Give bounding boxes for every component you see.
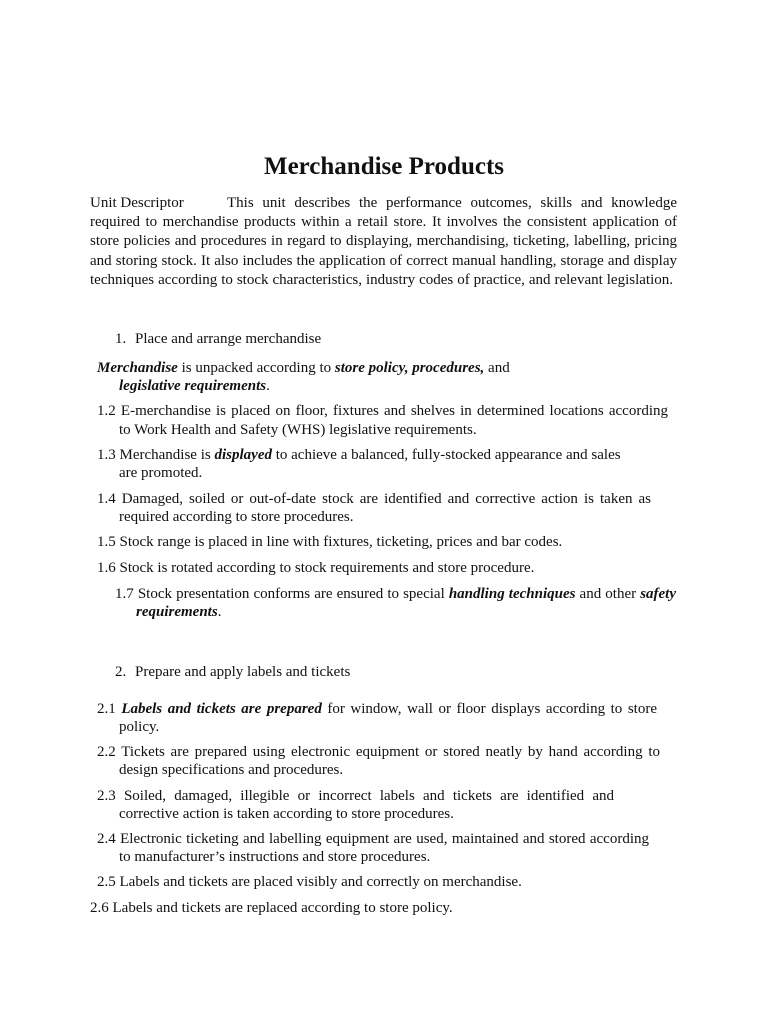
unit-descriptor-line: and storing stock. It also includes the application of correct manual handling, storage and display	[90, 253, 677, 269]
item-text: are promoted.	[119, 465, 203, 481]
item-text: Electronic ticketing and labelling equipment are used, maintained and stored according	[120, 831, 650, 847]
item-text: is unpacked according to	[177, 360, 335, 376]
item-number: 2.4	[97, 831, 116, 847]
item-number: 2.1	[97, 701, 116, 717]
item-line	[97, 359, 510, 377]
item-text: E-merchandise is placed on floor, fixtures and shelves in determined locations according	[120, 403, 668, 419]
emphasis-text: Labels and tickets are prepared	[121, 701, 322, 717]
item-text: and other	[575, 586, 641, 602]
item-text: to Work Health and Safety (WHS) legislative requirements.	[119, 422, 477, 438]
item-number: 2.3	[97, 788, 116, 804]
item-line	[97, 787, 614, 805]
item-text: corrective action is taken according to store procedures.	[119, 806, 454, 822]
item-number: 1.2	[97, 403, 116, 419]
emphasis-text: Merchandise	[97, 360, 178, 376]
item-line	[136, 603, 221, 621]
section-heading: Place and arrange merchandise	[135, 331, 322, 347]
item-line	[119, 508, 354, 526]
unit-descriptor-line: store policies and procedures in regard to displaying, merchandising, ticketing, labelling, pricing	[90, 233, 677, 249]
unit-descriptor-label: Unit Descriptor	[90, 195, 184, 211]
unit-descriptor-line: techniques according to stock characteristics, industry codes of practice, and relevant legislation.	[90, 272, 673, 288]
item-text: Stock range is placed in line with fixtures, ticketing, prices and bar codes.	[119, 534, 563, 550]
item-text: design specifications and procedures.	[119, 762, 344, 778]
item-line	[97, 402, 668, 420]
item-line	[97, 446, 621, 464]
emphasis-text: handling techniques	[448, 586, 576, 602]
item-line	[119, 464, 202, 482]
item-line	[97, 873, 522, 891]
item-number: 2.5	[97, 874, 116, 890]
unit-descriptor-line: required to merchandise products within a retail store. It involves the consistent application of	[90, 214, 677, 230]
item-line	[119, 421, 477, 439]
item-text: Soiled, damaged, illegible or incorrect labels and tickets are identified and	[123, 788, 615, 804]
item-number: 1.3	[97, 447, 116, 463]
item-line	[119, 377, 270, 395]
item-line	[97, 830, 649, 848]
item-text: Labels and tickets are replaced according to store policy.	[112, 900, 453, 916]
item-line	[115, 585, 676, 603]
emphasis-text: store policy, procedures,	[334, 360, 485, 376]
item-line	[119, 761, 343, 779]
item-text: policy.	[119, 719, 160, 735]
unit-descriptor-line: This unit describes the performance outcomes, skills and knowledge	[227, 195, 677, 211]
item-text: Labels and tickets are placed visibly and correctly on merchandise.	[119, 874, 522, 890]
item-line	[97, 559, 534, 577]
item-number: 2.6	[90, 900, 109, 916]
emphasis-text: requirements	[136, 604, 218, 620]
emphasis-text: safety	[640, 586, 677, 602]
item-number: 1.6	[97, 560, 116, 576]
section-number: 1.	[115, 331, 127, 347]
item-number: 1.7	[115, 586, 134, 602]
item-line	[97, 533, 562, 551]
item-line	[97, 490, 651, 508]
item-text: Damaged, soiled or out-of-date stock are identified and corrective action is taken as	[121, 491, 651, 507]
item-text: and	[484, 360, 510, 376]
item-line	[119, 805, 454, 823]
item-number: 1.4	[97, 491, 116, 507]
item-number: 2.2	[97, 744, 116, 760]
item-text: .	[217, 604, 222, 620]
item-text: to manufacturer’s instructions and store procedures.	[119, 849, 431, 865]
page-title: Merchandise Products	[263, 153, 505, 180]
section-number: 2.	[115, 664, 127, 680]
emphasis-text: legislative requirements	[119, 378, 267, 394]
item-text: Stock is rotated according to stock requirements and store procedure.	[119, 560, 535, 576]
item-line	[90, 899, 453, 917]
item-line	[119, 848, 430, 866]
item-number: 1.5	[97, 534, 116, 550]
item-text: required according to store procedures.	[119, 509, 354, 525]
item-line	[97, 743, 660, 761]
item-text: .	[266, 378, 270, 394]
item-text: Merchandise is	[119, 447, 215, 463]
item-line	[119, 718, 159, 736]
item-text: Tickets are prepared using electronic equipment or stored neatly by hand according to	[121, 744, 660, 760]
item-text: for window, wall or floor displays according to store	[321, 701, 657, 717]
emphasis-text: displayed	[214, 447, 272, 463]
section-heading: Prepare and apply labels and tickets	[135, 664, 351, 680]
item-text: Stock presentation conforms are ensured to special	[137, 586, 449, 602]
item-line	[97, 700, 657, 718]
item-text: to achieve a balanced, fully-stocked appearance and sales	[271, 447, 621, 463]
